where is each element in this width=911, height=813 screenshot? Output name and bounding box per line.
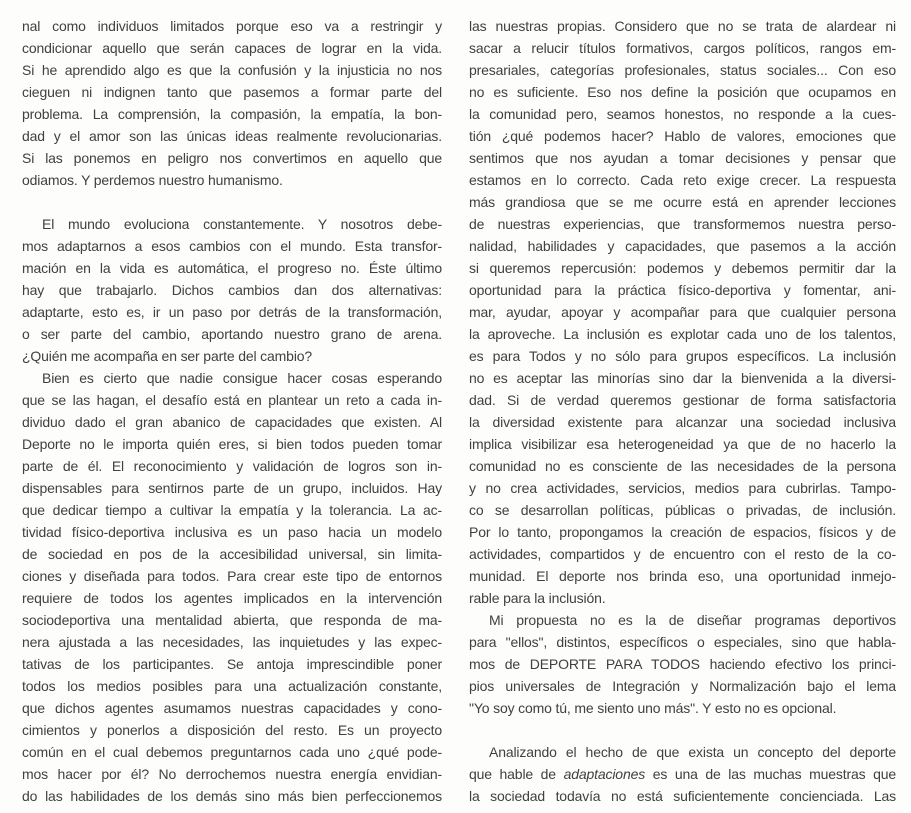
text-line: Por lo tanto, propongamos la creación de espacios, físicos y de (469, 524, 896, 540)
text-line: requiere de todos los agentes implicados en la intervención (22, 590, 442, 606)
paragraph (469, 741, 896, 807)
text-line: sociodeportiva una mentalidad abierta, que responda de ma- (22, 612, 442, 628)
text-column-right (469, 15, 896, 807)
text-line: o ser parte del cambio, aportando nuestro grano de arena. (22, 326, 442, 342)
text-line: problema. La comprensión, la compasión, la empatía, la bon- (22, 106, 442, 122)
text-line: nalidad, habilidades y capacidades, que pasemos a la acción (469, 238, 896, 254)
text-line: estamos en lo correcto. Cada reto exige crecer. La respuesta (469, 172, 896, 188)
text-line: Deporte no le importa quién eres, si bien todos pueden tomar (22, 436, 442, 452)
text-line: no es aceptar las minorías sino dar la bienvenida a la diversi- (469, 370, 896, 386)
text-line: es para Todos y no sólo para grupos específicos. La inclusión (469, 348, 896, 364)
text-line: tativas de los participantes. Se antoja imprescindible poner (22, 656, 442, 672)
text-line: parte de él. El reconocimiento y validación de logros son in- (22, 458, 442, 474)
text-line: pios universales de Integración y Normalización bajo el lema (469, 678, 896, 694)
text-line: si queremos repercusión: podemos y debemos permitir dar la (469, 260, 896, 276)
paragraph (22, 15, 442, 191)
text-line: todos los medios posibles para una actualización constante, (22, 678, 442, 694)
text-line: la comunidad pero, seamos honestos, no responde a la cues- (469, 106, 896, 122)
text-line: cieguen ni indignen tanto que pasemos a formar parte del (22, 84, 442, 100)
text-line: condicionar aquello que serán capaces de lograr en la vida. (22, 40, 442, 56)
text-line: Analizando el hecho de que exista un concepto del deporte (489, 744, 896, 760)
text-line: El mundo evoluciona constantemente. Y nosotros debe- (42, 216, 442, 232)
text-line: hay que trabajarlo. Dichos cambios dan dos alternativas: (22, 282, 442, 298)
text-line: no es suficiente. Eso nos define la posición que ocupamos en (469, 84, 896, 100)
text-line: comunidad no es consciente de las necesidades de la persona (469, 458, 896, 474)
text-line: Si las ponemos en peligro nos convertimos en aquello que (22, 150, 442, 166)
text-line: dad. Si de verdad queremos gestionar de forma satisfactoria (469, 392, 896, 408)
text-line: ¿Quién me acompaña en ser parte del cambio? (22, 348, 313, 364)
text-line: Bien es cierto que nadie consigue hacer cosas esperando (42, 370, 442, 386)
text-line: actividades, compartidos y de encuentro con el resto de la co- (469, 546, 896, 562)
paragraph (22, 367, 442, 807)
paragraph (469, 15, 896, 609)
text-line: oportunidad para la práctica físico-deportiva y fomentar, ani- (469, 282, 896, 298)
text-line: nal como individuos limitados porque eso va a restringir y (22, 18, 442, 34)
text-line: "Yo soy como tú, me siento uno más". Y esto no es opcional. (469, 700, 837, 716)
text-line: que dedicar tiempo a cultivar la empatía y la tolerancia. La ac- (22, 502, 442, 518)
text-line: mos de DEPORTE PARA TODOS haciendo efectivo los princi- (469, 656, 896, 672)
text-line: Si he aprendido algo es que la confusión y la injusticia no nos (22, 62, 442, 78)
text-line: para "ellos", distintos, específicos o especiales, sino que habla- (469, 634, 896, 650)
text-line: cimientos y ponerlos a disposición del resto. Es un proyecto (22, 722, 442, 738)
text-line: munidad. El deporte nos brinda eso, una oportunidad inmejo- (469, 568, 896, 584)
text-line: dad y el amor son las únicas ideas realmente revolucionarias. (22, 128, 442, 144)
paragraph (469, 609, 896, 719)
text-segment: es una de las muchas muestras que (645, 766, 896, 782)
text-line: la diversidad existente para alcanzar una sociedad inclusiva (469, 414, 896, 430)
text-line (469, 763, 896, 785)
paragraph (22, 213, 442, 367)
text-line: que se las hagan, el desafío está en plantear un reto a cada in- (22, 392, 442, 408)
text-line: la sociedad todavía no está suficientemente concienciada. Las (469, 788, 896, 804)
text-line: mos hacer por él? No derrochemos nuestra energía envidian- (22, 766, 442, 782)
text-line: mación en la vida es automática, el progreso no. Éste último (22, 260, 442, 276)
text-line: co se desarrollan políticas, públicas o privadas, de inclusión. (469, 502, 896, 518)
text-line: odiamos. Y perdemos nuestro humanismo. (22, 172, 283, 188)
text-line: rable para la inclusión. (469, 590, 606, 606)
text-column-left (22, 15, 442, 807)
text-line: presariales, categorías profesionales, status sociales... Con eso (469, 62, 896, 78)
text-line: tividad físico-deportiva inclusiva es un paso hacia un modelo (22, 524, 442, 540)
text-line: dispensables para sentirnos parte de un grupo, incluidos. Hay (22, 480, 442, 496)
text-line: ciones y diseñada para todos. Para crear este tipo de entornos (22, 568, 442, 584)
text-line: las nuestras propias. Considero que no se trata de alardear ni (469, 18, 896, 34)
text-line: sentimos que nos ayudan a tomar decisiones y pensar que (469, 150, 896, 166)
text-line: tión ¿qué podemos hacer? Hablo de valores, emociones que (469, 128, 896, 144)
text-line: do las habilidades de los demás sino más bien perfeccionemos (22, 788, 442, 804)
text-line: dividuo dado el gran abanico de capacidades que existen. Al (22, 414, 442, 430)
text-line: la aproveche. La inclusión es explotar cada uno de los talentos, (469, 326, 896, 342)
text-line: implica visibilizar esa heterogeneidad ya que de no hacerlo la (469, 436, 896, 452)
text-line: y no crea actividades, servicios, medios para cubrirlas. Tampo- (469, 480, 896, 496)
text-line: más grandiosa que se me ocurre está en aprender lecciones (469, 194, 896, 210)
text-segment: que hable de (469, 766, 564, 782)
text-line: nera ajustada a las necesidades, las inquietudes y las expec- (22, 634, 442, 650)
text-line: de sociedad en pos de la accesibilidad universal, sin limita- (22, 546, 442, 562)
text-line: que dichos agentes asumamos nuestras capacidades y cono- (22, 700, 442, 716)
text-line: mos adaptarnos a esos cambios con el mundo. Esta transfor- (22, 238, 442, 254)
text-line: mar, ayudar, apoyar y acompañar para que cualquier persona (469, 304, 896, 320)
text-line: común en el cual debemos preguntarnos cada uno ¿qué pode- (22, 744, 442, 760)
text-line: adaptarte, esto es, ir un paso por detrás de la transformación, (22, 304, 442, 320)
italic-text: adaptaciones (563, 766, 646, 782)
text-line: sacar a relucir títulos formativos, cargos políticos, rangos em- (469, 40, 896, 56)
text-line: de nuestras experiencias, que transformemos nuestra perso- (469, 216, 896, 232)
text-line: Mi propuesta no es la de diseñar programas deportivos (489, 612, 896, 628)
